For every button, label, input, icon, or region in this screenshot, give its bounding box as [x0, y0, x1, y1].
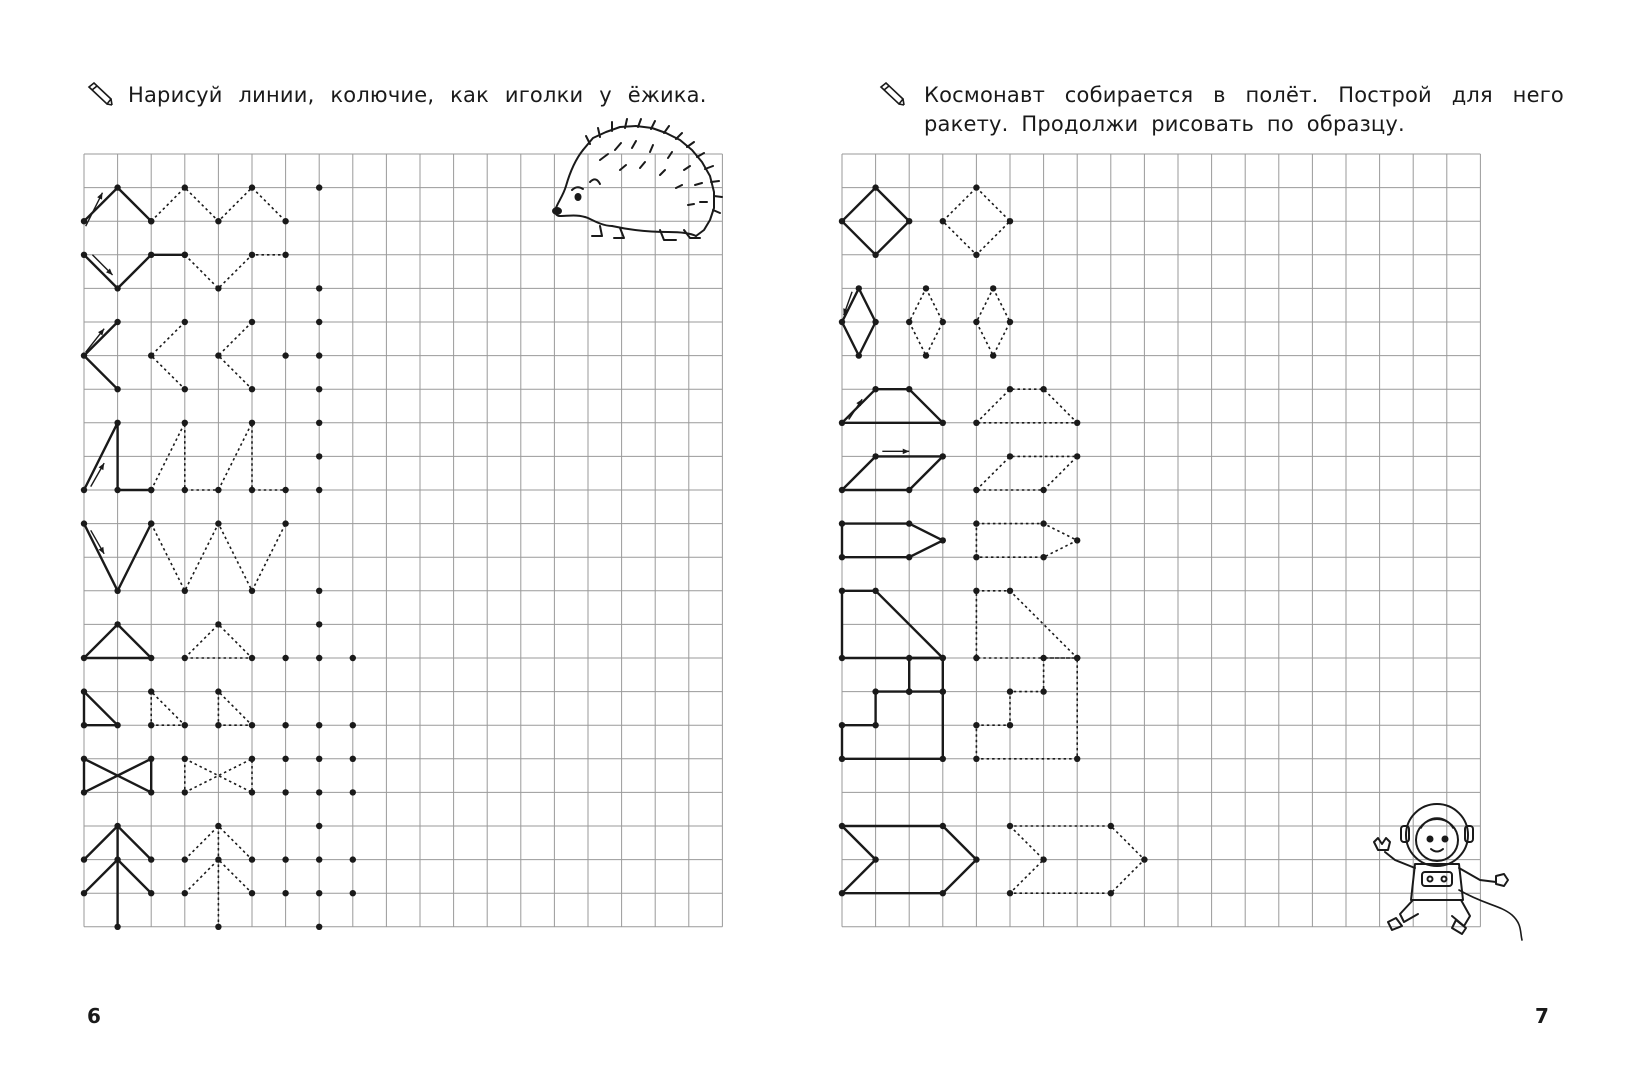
grid-dot: [906, 319, 912, 325]
dotted-guide-line: [976, 389, 1077, 423]
grid-dot: [148, 856, 154, 862]
grid-left: [84, 154, 722, 927]
rocket-pattern-exercises: [839, 184, 1148, 896]
grid-dot: [973, 655, 979, 661]
grid-dot: [148, 352, 154, 358]
grid-dot: [215, 722, 221, 728]
grid-dot: [316, 789, 322, 795]
grid-dot: [148, 688, 154, 694]
grid-dot: [839, 554, 845, 560]
grid-dot: [81, 352, 87, 358]
grid-dot: [249, 722, 255, 728]
grid-dot: [182, 722, 188, 728]
hedgehog-illustration: [553, 119, 722, 240]
grid-dot: [249, 252, 255, 258]
grid-dot: [249, 789, 255, 795]
grid-dot: [182, 588, 188, 594]
grid-dot: [973, 722, 979, 728]
grid-dot: [114, 184, 120, 190]
grid-dot: [215, 218, 221, 224]
grid-dot: [114, 487, 120, 493]
grid-dot: [316, 285, 322, 291]
grid-dot: [872, 722, 878, 728]
grid-dot: [973, 184, 979, 190]
astronaut-illustration: [1374, 804, 1522, 940]
grid-dot: [1007, 722, 1013, 728]
grid-dot: [282, 520, 288, 526]
grid-dot: [282, 487, 288, 493]
grid-dot: [215, 352, 221, 358]
sample-line: [842, 456, 943, 490]
sample-line: [842, 524, 943, 558]
grid-dot: [1074, 655, 1080, 661]
grid-dot: [839, 218, 845, 224]
sample-line: [909, 658, 943, 692]
grid-dot: [114, 621, 120, 627]
grid-dot: [1007, 823, 1013, 829]
grid-dot: [215, 285, 221, 291]
task-instruction-right: Космонавт собирается в полёт. Построй для него ракету. Продолжи рисовать по образцу.: [924, 83, 1564, 136]
grid-dot: [923, 352, 929, 358]
grid-dot: [148, 218, 154, 224]
task-instruction-left: Нарисуй линии, колючие, как иголки у ёжика.: [128, 83, 707, 107]
grid-dot: [282, 756, 288, 762]
grid-dot: [973, 588, 979, 594]
dotted-guide-line: [151, 692, 185, 726]
grid-dot: [215, 924, 221, 930]
dotted-guide-line: [976, 658, 1077, 759]
grid-dot: [316, 319, 322, 325]
grid-dot: [316, 856, 322, 862]
grid-dot: [906, 688, 912, 694]
grid-dot: [839, 722, 845, 728]
grid-dot: [114, 588, 120, 594]
grid-dot: [1141, 856, 1147, 862]
grid-dot: [839, 756, 845, 762]
grid-dot: [316, 386, 322, 392]
sample-line: [84, 255, 185, 289]
grid-dot: [148, 252, 154, 258]
grid-dot: [839, 655, 845, 661]
grid-dot: [940, 655, 946, 661]
grid-dot: [872, 184, 878, 190]
grid-dot: [182, 487, 188, 493]
grid-dot: [114, 420, 120, 426]
grid-dot: [182, 756, 188, 762]
grid-dot: [350, 856, 356, 862]
grid-dot: [940, 756, 946, 762]
grid-dot: [350, 655, 356, 661]
grid-dot: [1007, 453, 1013, 459]
grid-dot: [81, 688, 87, 694]
grid-dot: [81, 756, 87, 762]
grid-dot: [839, 487, 845, 493]
grid-right: [842, 154, 1480, 927]
grid-dot: [940, 218, 946, 224]
grid-dot: [839, 588, 845, 594]
grid-dot: [940, 420, 946, 426]
grid-dot: [114, 285, 120, 291]
grid-dot: [906, 487, 912, 493]
grid-dot: [215, 688, 221, 694]
grid-dot: [872, 688, 878, 694]
grid-dot: [182, 655, 188, 661]
grid-dot: [872, 856, 878, 862]
grid-dot: [1007, 588, 1013, 594]
grid-dot: [114, 386, 120, 392]
grid-dot: [215, 520, 221, 526]
grid-dot: [940, 537, 946, 543]
grid-dot: [182, 252, 188, 258]
grid-dot: [973, 856, 979, 862]
direction-arrow-head: [903, 449, 909, 454]
grid-dot: [1108, 890, 1114, 896]
grid-dot: [839, 420, 845, 426]
grid-dot: [973, 252, 979, 258]
grid-dot: [1007, 386, 1013, 392]
grid-dot: [316, 924, 322, 930]
grid-dot: [872, 319, 878, 325]
page-number-left: 6: [87, 1004, 101, 1028]
grid-dot: [1074, 756, 1080, 762]
grid-dot: [249, 588, 255, 594]
grid-dot: [839, 520, 845, 526]
grid-dot: [316, 722, 322, 728]
grid-dot: [839, 319, 845, 325]
grid-dot: [148, 756, 154, 762]
grid-dot: [81, 722, 87, 728]
grid-dot: [350, 789, 356, 795]
grid-dot: [249, 890, 255, 896]
page-number-right: 7: [1535, 1004, 1549, 1028]
grid-dot: [81, 252, 87, 258]
grid-dot: [856, 352, 862, 358]
grid-dot: [906, 218, 912, 224]
grid-dot: [182, 789, 188, 795]
grid-dot: [940, 319, 946, 325]
grid-dot: [114, 722, 120, 728]
grid-dot: [940, 453, 946, 459]
grid-dot: [350, 890, 356, 896]
grid-dot: [940, 890, 946, 896]
grid-dot: [1007, 688, 1013, 694]
grid-dot: [1007, 319, 1013, 325]
grid-dot: [856, 285, 862, 291]
grid-dot: [81, 487, 87, 493]
grid-dot: [1108, 823, 1114, 829]
dotted-guide-line: [976, 524, 1077, 558]
grid-dot: [1040, 688, 1046, 694]
grid-dot: [182, 420, 188, 426]
grid-dot: [249, 856, 255, 862]
grid-dot: [282, 789, 288, 795]
grid-dot: [872, 453, 878, 459]
grid-dot: [316, 621, 322, 627]
dotted-guide-line: [976, 456, 1077, 490]
grid-dot: [182, 890, 188, 896]
grid-dot: [81, 218, 87, 224]
dotted-guide-line: [185, 255, 286, 289]
grid-dot: [182, 386, 188, 392]
grid-dot: [1074, 537, 1080, 543]
grid-dot: [1040, 554, 1046, 560]
grid-dot: [1040, 856, 1046, 862]
grid-dot: [316, 756, 322, 762]
grid-dot: [316, 890, 322, 896]
grid-dot: [282, 352, 288, 358]
grid-dot: [148, 520, 154, 526]
grid-dot: [282, 856, 288, 862]
grid-dot: [923, 285, 929, 291]
grid-dot: [215, 487, 221, 493]
grid-dot: [1074, 453, 1080, 459]
grid-dot: [906, 386, 912, 392]
grid-dot: [148, 789, 154, 795]
grid-dot: [182, 319, 188, 325]
grid-dot: [249, 756, 255, 762]
grid-dot: [906, 655, 912, 661]
grid-dot: [973, 420, 979, 426]
grid-dot: [350, 756, 356, 762]
grid-dot: [990, 285, 996, 291]
grid-dot: [839, 823, 845, 829]
grid-dot: [1040, 655, 1046, 661]
grid-dot: [973, 487, 979, 493]
grid-dot: [316, 352, 322, 358]
grid-dot: [81, 655, 87, 661]
grid-dot: [316, 823, 322, 829]
grid-dot: [1040, 386, 1046, 392]
grid-dot: [148, 890, 154, 896]
dotted-guide-line: [218, 692, 252, 726]
grid-dot: [316, 655, 322, 661]
grid-dot: [282, 252, 288, 258]
grid-dot: [249, 319, 255, 325]
grid-dot: [282, 722, 288, 728]
grid-dot: [990, 352, 996, 358]
grid-dot: [872, 252, 878, 258]
grid-dot: [249, 184, 255, 190]
grid-dot: [316, 487, 322, 493]
grid-dot: [839, 890, 845, 896]
grid-dot: [973, 554, 979, 560]
grid-dot: [249, 655, 255, 661]
grid-dot: [973, 319, 979, 325]
sample-line: [84, 692, 118, 726]
grid-dot: [872, 386, 878, 392]
grid-dot: [1007, 218, 1013, 224]
grid-dot: [1040, 487, 1046, 493]
grid-dot: [114, 319, 120, 325]
grid-dot: [81, 520, 87, 526]
grid-dot: [282, 890, 288, 896]
grid-dot: [148, 722, 154, 728]
grid-dot: [182, 184, 188, 190]
grid-dot: [906, 554, 912, 560]
grid-dot: [148, 487, 154, 493]
grid-dot: [282, 218, 288, 224]
grid-dot: [182, 856, 188, 862]
grid-dot: [114, 924, 120, 930]
grid-dot: [249, 487, 255, 493]
grid-dot: [316, 184, 322, 190]
grid-dot: [940, 823, 946, 829]
grid-dot: [249, 386, 255, 392]
grid-dot: [215, 621, 221, 627]
grid-dot: [973, 520, 979, 526]
grid-dot: [316, 588, 322, 594]
grid-dot: [249, 420, 255, 426]
grid-dot: [872, 588, 878, 594]
grid-dot: [906, 520, 912, 526]
grid-dot: [148, 655, 154, 661]
grid-dot: [1040, 520, 1046, 526]
grid-dot: [81, 890, 87, 896]
grid-dot: [316, 453, 322, 459]
grid-dot: [1074, 420, 1080, 426]
grid-dot: [973, 756, 979, 762]
grid-dot: [81, 856, 87, 862]
grid-dot: [282, 655, 288, 661]
grid-dot: [81, 789, 87, 795]
grid-dot: [1007, 890, 1013, 896]
grid-dot: [940, 688, 946, 694]
grid-dot: [316, 420, 322, 426]
grid-dot: [350, 722, 356, 728]
